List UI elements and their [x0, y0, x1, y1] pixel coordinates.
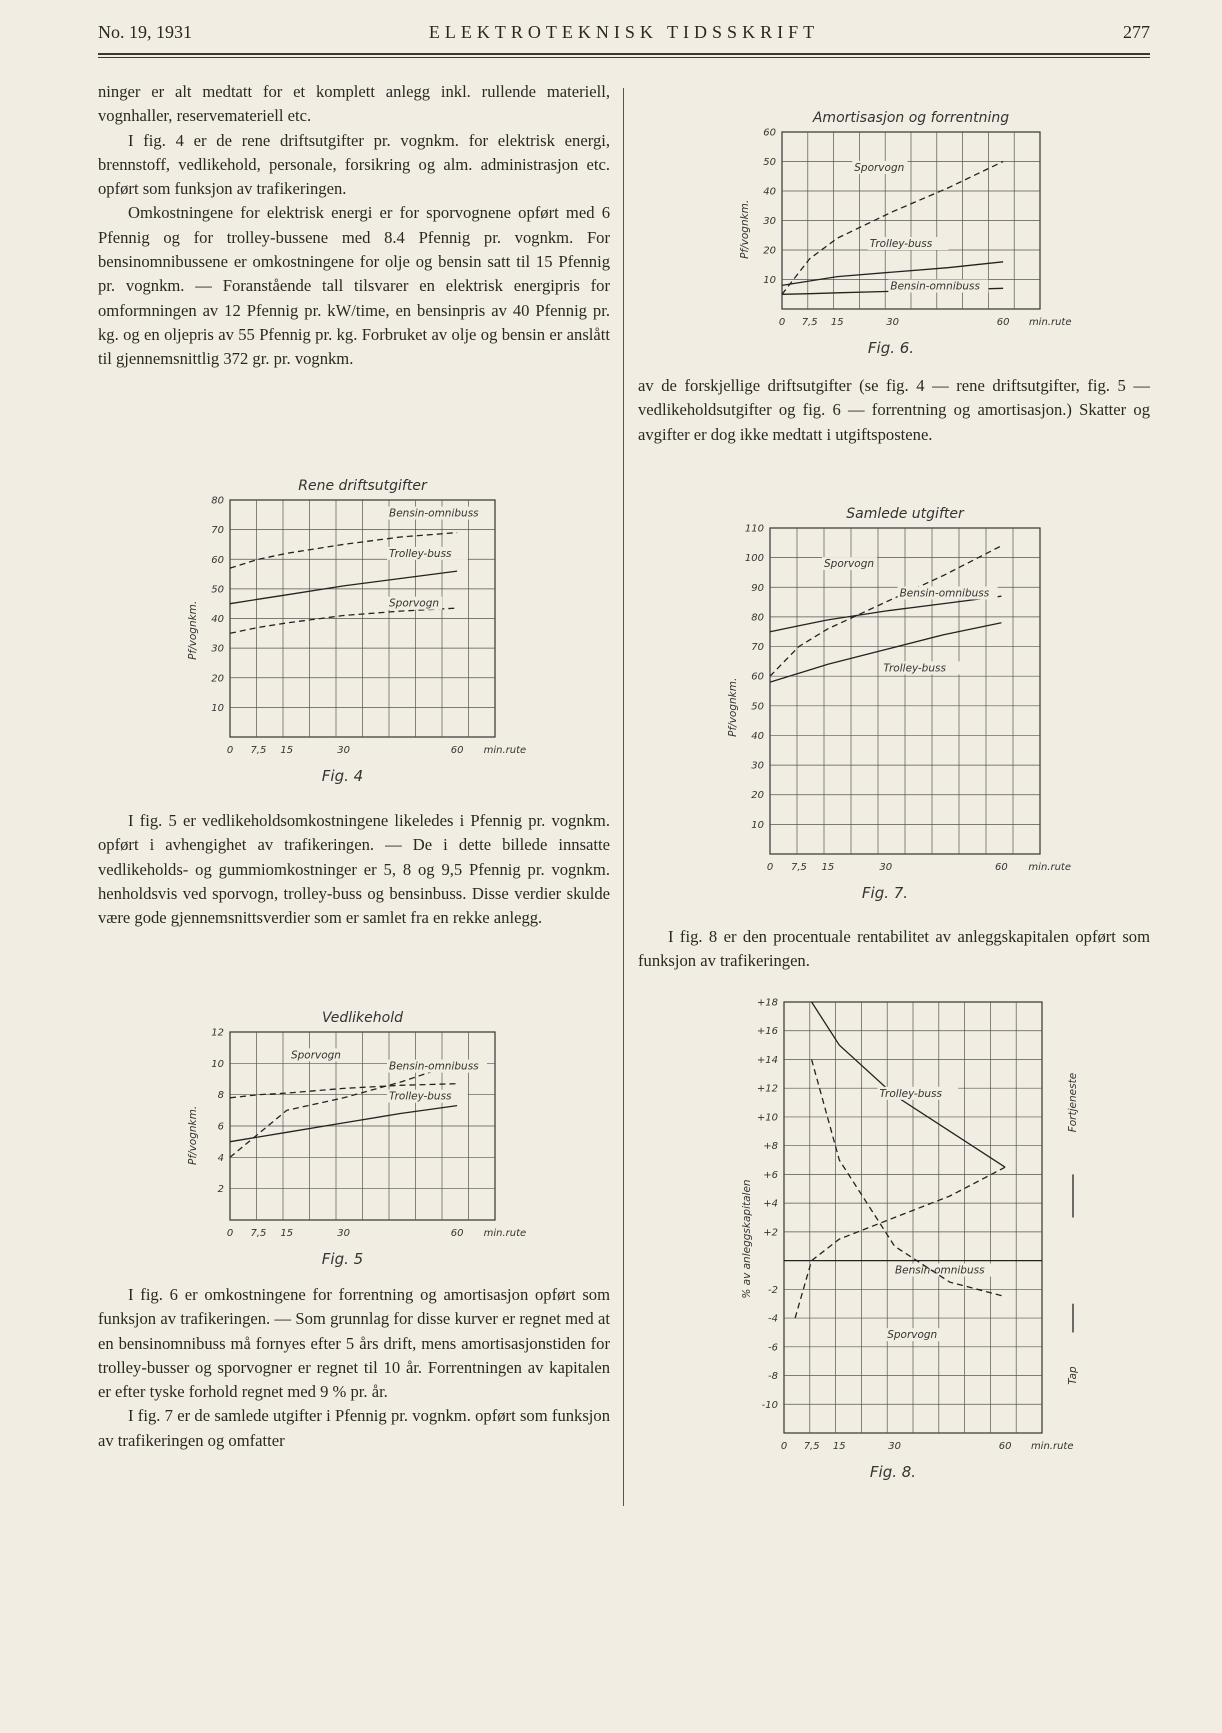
series-line-trolley-buss	[812, 1002, 1006, 1167]
y-tick-label: 20	[211, 673, 224, 685]
x-tick-label: 60	[450, 745, 464, 756]
figure-caption: Fig. 6.	[867, 339, 915, 357]
x-tick-label: 30	[337, 745, 350, 756]
y-tick-label: 50	[211, 584, 224, 596]
y-tick-label: 70	[211, 525, 224, 537]
y-tick-label: 30	[751, 760, 764, 772]
series-line-sporvogn	[782, 162, 1003, 295]
y-tick-label: 50	[751, 701, 764, 713]
paragraph: ninger er alt medtatt for et komplett anlegg inkl. rullende materiell, vognhaller, reservemateriell etc.	[98, 82, 610, 126]
y-tick-label: 90	[751, 582, 764, 594]
x-tick-label: 7,5	[250, 1228, 267, 1239]
x-tick-label: 0	[226, 745, 234, 756]
y-tick-label: 60	[751, 671, 764, 683]
x-tick-label: 0	[780, 1441, 788, 1452]
y-tick-label: +18	[756, 997, 778, 1009]
series-label-trolley-buss: Trolley-buss	[389, 1090, 452, 1103]
paragraph: I fig. 4 er de rene driftsutgifter pr. vognkm. for elektrisk energi, brennstoff, vedlikehold, personale, forsikring og alm. administrasjon etc. opført som funksjon av trafikeringen.	[98, 130, 610, 199]
y-tick-label: 10	[751, 819, 764, 831]
series-label-bensin-omnibuss: Bensin-omnibuss	[389, 1060, 479, 1073]
y-tick-label: +8	[763, 1141, 778, 1153]
paragraph: I fig. 6 er omkostningene for forrentning og amortisasjon opført som funksjon av trafikeringen. — Som grunnlag for disse kurver er regnet med at en bensinomnibuss må fornyes efter 5 års drift, mens amortisasjonstiden for trolley-busser og sporvogner er regnet til 10 år. Forrentningen av kapitalen er efter tyske forhold regnet med 9 % pr. år.	[98, 1285, 610, 1402]
paragraph: I fig. 8 er den procentuale rentabilitet av anleggskapitalen opført som funksjon av trafikeringen.	[638, 927, 1150, 971]
figure-caption: Fig. 4	[321, 767, 364, 785]
figure-4-chart	[180, 468, 527, 798]
y-tick-label: +6	[763, 1169, 778, 1181]
loss-label: Tap	[1067, 1366, 1079, 1385]
x-tick-label: 60	[996, 317, 1010, 328]
left-text-block-3	[98, 1283, 610, 1453]
paragraph: Omkostningene for elektrisk energi er for sporvognene opført med 6 Pfennig og for trolley-bussene med 8.4 Pfennig pr. vognkm. For bensinomnibussene er omkostningene for olje og bensin satt til 15 Pfennig pr. vognkm. — Foranstående tall tilsvarer en elektrisk energipris for omformningen av 12 Pfennig pr. kW/time, en bensinpris av 40 Pfennig pr. kg. og en oljepris av 55 Pfennig pr. kg. Forbruket av olje og bensin er anslått til gjennemsnittlig 372 gr. pr. vognkm.	[98, 203, 610, 369]
series-label-trolley-buss: Trolley-buss	[879, 1087, 942, 1100]
x-tick-label: 15	[280, 1228, 294, 1239]
x-tick-label: 15	[821, 862, 835, 873]
header-rule-thin	[98, 57, 1150, 58]
y-tick-label: -8	[768, 1371, 778, 1383]
y-tick-label: 70	[751, 642, 764, 654]
figure-caption: Fig. 5	[321, 1250, 364, 1268]
x-axis-label: min.rute	[1030, 1441, 1074, 1452]
series-label-sporvogn: Sporvogn	[389, 597, 440, 610]
series-label-bensin-omnibuss: Bensin-omnibuss	[389, 507, 479, 520]
y-tick-label: 8	[217, 1090, 224, 1102]
y-tick-label: 40	[751, 730, 764, 742]
y-tick-label: 40	[763, 186, 776, 198]
series-label-bensin-omnibuss: Bensin-omnibuss	[894, 1264, 985, 1277]
y-tick-label: -4	[768, 1313, 778, 1325]
y-tick-label: 50	[763, 157, 776, 168]
y-tick-label: +10	[756, 1112, 778, 1124]
x-tick-label: 7,5	[803, 1441, 820, 1452]
series-line-sporvogn	[230, 608, 457, 633]
y-tick-label: 30	[763, 216, 776, 227]
x-axis-label: min.rute	[1028, 862, 1071, 873]
x-axis-label: min.rute	[1028, 317, 1072, 328]
y-tick-label: +12	[756, 1083, 778, 1095]
y-tick-label: 12	[211, 1027, 224, 1039]
x-tick-label: 15	[280, 745, 294, 756]
x-tick-label: 60	[998, 1441, 1012, 1452]
y-tick-label: 100	[744, 553, 764, 565]
right-text-block-1	[638, 374, 1150, 447]
series-line-trolley-buss	[230, 1106, 457, 1142]
y-tick-label: 10	[763, 275, 776, 286]
x-tick-label: 7,5	[801, 317, 818, 328]
x-tick-label: 30	[886, 317, 899, 328]
y-tick-label: 2	[217, 1184, 224, 1196]
x-tick-label: 0	[766, 862, 774, 873]
profit-label: Fortjeneste	[1067, 1072, 1079, 1133]
x-tick-label: 0	[226, 1228, 234, 1239]
y-tick-label: 10	[211, 702, 224, 714]
chart-title: Amortisasjon og forrentning	[812, 110, 1010, 126]
x-tick-label: 30	[888, 1441, 901, 1452]
x-tick-label: 7,5	[790, 862, 807, 873]
figure-5-chart	[180, 1000, 527, 1268]
y-tick-label: +2	[763, 1227, 778, 1239]
journal-title: ELEKTROTEKNISK TIDSSKRIFT	[428, 22, 820, 42]
series-label-sporvogn: Sporvogn	[290, 1049, 341, 1062]
chart-title: Rene driftsutgifter	[298, 478, 427, 494]
x-tick-label: 60	[995, 862, 1008, 873]
paragraph: av de forskjellige driftsutgifter (se fig. 4 — rene driftsutgifter, fig. 5 — vedlikeholdsutgifter og fig. 6 — forrentning og amortisasjon.) Skatter og avgifter er dog ikke medtatt i utgiftspostene.	[638, 376, 1150, 444]
left-text-block-2	[98, 809, 610, 930]
y-tick-label: -6	[768, 1342, 778, 1354]
y-tick-label: 40	[211, 614, 224, 625]
y-tick-label: +16	[756, 1026, 778, 1038]
y-axis-label: Pf/vognkm.	[727, 677, 739, 737]
column-divider	[623, 88, 624, 1506]
chart-title: Samlede utgifter	[846, 506, 964, 522]
running-header	[98, 20, 1150, 48]
series-label-trolley-buss: Trolley-buss	[869, 238, 933, 251]
y-tick-label: 4	[217, 1152, 224, 1164]
x-tick-label: 15	[832, 1441, 846, 1452]
issue-number: No. 19, 1931	[98, 22, 192, 42]
header-rule	[98, 53, 1150, 55]
y-tick-label: 10	[211, 1058, 224, 1070]
x-tick-label: 30	[879, 862, 893, 873]
x-tick-label: 30	[337, 1228, 350, 1239]
figure-7-chart	[720, 492, 1071, 912]
figure-caption: Fig. 7.	[861, 884, 909, 902]
figure-6-chart	[720, 102, 1072, 374]
y-tick-label: 60	[763, 127, 776, 139]
paragraph: I fig. 5 er vedlikeholdsomkostningene likeledes i Pfennig pr. vognkm. opført i avhengighet av trafikeringen. — De i dette billede innsatte vedlikeholds- og gummiomkostninger er 5, 8 og 9,5 Pfennig pr. vognkm. henholdsvis ved sporvogn, trolley-buss og bensinbuss. Disse verdier skulde være gode gjennemsnittsverdier som er samlet fra en rekke anlegg.	[98, 811, 610, 928]
x-axis-label: min.rute	[483, 1228, 527, 1239]
y-tick-label: 20	[763, 245, 776, 257]
y-tick-label: 20	[751, 790, 764, 802]
series-label-trolley-buss: Trolley-buss	[883, 662, 946, 675]
y-axis-label: Pf/vognkm.	[187, 1105, 199, 1165]
page-number: 277	[1123, 22, 1150, 42]
x-tick-label: 7,5	[250, 745, 267, 756]
x-axis-label: min.rute	[483, 745, 527, 756]
series-label-bensin-omnibuss: Bensin-omnibuss	[899, 587, 990, 600]
y-tick-label: 60	[211, 554, 224, 566]
series-label-bensin-omnibuss: Bensin-omnibuss	[890, 280, 981, 293]
y-tick-label: -10	[761, 1399, 778, 1411]
figure-caption: Fig. 8.	[869, 1463, 917, 1481]
y-tick-label: 6	[217, 1121, 224, 1133]
series-label-trolley-buss: Trolley-buss	[389, 547, 452, 560]
y-tick-label: +4	[763, 1198, 778, 1210]
x-tick-label: 0	[778, 317, 786, 328]
y-tick-label: 80	[211, 495, 224, 507]
series-line-bensin-omnibuss	[770, 596, 1001, 632]
y-tick-label: 110	[744, 523, 764, 535]
paragraph: I fig. 7 er de samlede utgifter i Pfennig pr. vognkm. opført som funksjon av trafikeringen og omfatter	[98, 1406, 610, 1450]
series-label-sporvogn: Sporvogn	[824, 558, 875, 571]
series-line-bensin-omnibuss	[795, 1167, 1005, 1318]
y-tick-label: 30	[211, 643, 224, 655]
right-text-block-2	[638, 925, 1150, 974]
series-label-sporvogn: Sporvogn	[854, 161, 905, 174]
y-axis-label: % av anleggskapitalen	[741, 1179, 753, 1299]
y-tick-label: +14	[756, 1054, 778, 1066]
x-tick-label: 60	[450, 1228, 464, 1239]
chart-title: Vedlikehold	[322, 1010, 403, 1026]
x-tick-label: 15	[830, 317, 844, 328]
series-label-sporvogn: Sporvogn	[887, 1329, 938, 1342]
y-axis-label: Pf/vognkm.	[187, 600, 199, 660]
y-tick-label: -2	[768, 1284, 778, 1296]
y-tick-label: 80	[751, 612, 764, 624]
y-axis-label: Pf/vognkm.	[739, 199, 751, 259]
figure-8-chart	[720, 994, 1120, 1496]
left-text-block-1	[98, 80, 610, 372]
